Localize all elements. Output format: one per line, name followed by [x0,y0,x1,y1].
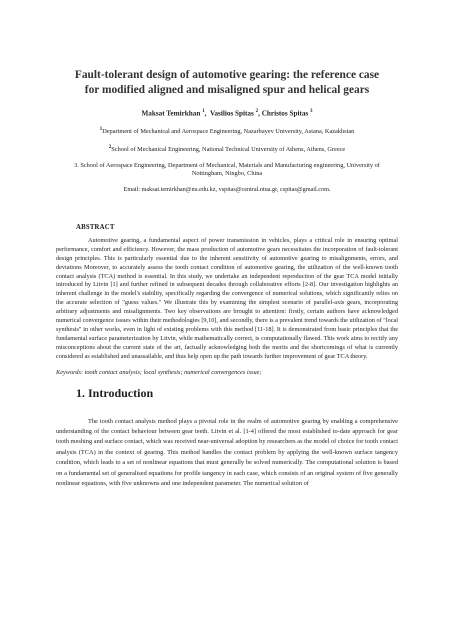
author-mark: 2 [255,109,259,114]
affiliation-text: School of Mechanical Engineering, National Technical University of Athens, Athens, Greece [111,146,346,154]
author-name: Vasilios Spitas [209,109,254,118]
author-list: Maksat Temirkhan $^1$, Vasilios Spitas $^2$, Christos Spitas $^3$ [141,109,313,118]
paper-title [56,68,398,98]
affiliation-text: 3. School of Aerospace Engineering, Department of Mechanical, Materials and Manufacturing engineering, University of Nottingham, Ningbo, China [74,161,380,178]
intro-paragraph: The tooth contact analysis method plays a pivotal role in the realm of automotive gearing by enabling a comprehensive understanding of the contact behaviour between gear teeth. Litvin et al. [1-4] offered the most established to-date approach for gear tooth meshing and surface contact, which was received near-universal adoption by researchers as the model of choice for tooth contact analysis (TCA) in the context of gearing. This method handles the contact problem by applying the well-known surface tangency condition, which leads to a set of nonlinear equations that must generally be solved numerically. The computational solution is based on a fundamental set of generalised equations for profile tangency in each case, which consists of an original system of five generally nonlinear equations, with five unknowns and one independent parameter. The numerical solution of [56,417,398,488]
author-mark: 3 [310,109,313,114]
author-mark: 1 [202,109,205,114]
title-line-1: Fault-tolerant design of automotive gearing: the reference case [74,69,380,81]
abstract-heading: ABSTRACT [76,223,115,231]
keywords: Keywords: tooth contact analysis; local synthesis; numerical convergences issue; [56,368,262,376]
section-heading: 1. Introduction [76,385,154,400]
affiliation [56,162,398,179]
affiliation-mark: 2 [108,145,112,151]
title-line-2: for modified aligned and misaligned spur and helical gears [84,84,370,96]
author-name: Christos Spitas [261,109,309,118]
affiliation-text: Department of Mechanical and Aerospace Engineering, Nazarbayev University, Astana, Kazakhstan [102,128,355,136]
author-name: Maksat Temirkhan [141,109,201,118]
contact-email: Email: maksat.temirkhan@nu.edu.kz, vspitas@central.ntua.gr, cspitas@gmail.com. [123,185,331,193]
affiliation [56,144,398,155]
abstract-text: Automotive gearing, a fundamental aspect of power transmission in vehicles, plays a critical role in ensuring optimal performance, comfort and efficiency. However, the mass production of automotive gears necessitates the incorporation of fault-tolerant design principles. This is particularly essential due to the inherent sensitivity of automotive gearing to misalignments, errors, and deviations Moreover, to accurately assess the tooth contact condition of automotive gearing, the utilization of the well-known tooth contact analysis (TCA) method is essential. In this study, we undertake an independent reproduction of the gear TCA model initially introduced by Litvin [1] and further refined in subsequent decades through collaborative efforts [2-8]. Our investigation highlights an inherent challenge in the model's stability, specifically regarding the convergence of numerical solutions, which significantly relies on the accurate selection of "guess values." We illustrate this by examining the simplest scenario of parallel-axis gears, incorporating arbitrary adjustments and misalignments. Two key observations are brought to attention: firstly, certain authors have acknowledged numerical convergence issues within their methodologies [9,10], and secondly, there is a prevalent trend towards the utilization of "local synthesis" in other works, even in light of existing problems with this method [11-18]. It is demonstrated from basic principles that the fundamental surface parameterization by Litvin, while mathematically correct, is computationally flawed. This work aims to rectify any misconceptions about the current state of the art, factually acknowledging both the merits and the shortcomings of what is currently considered as established and unassailable, and thus help open up the path towards further improvement of gear TCA theory. [56,236,398,360]
affiliation [56,126,398,137]
affiliation-mark: 1 [99,127,103,133]
